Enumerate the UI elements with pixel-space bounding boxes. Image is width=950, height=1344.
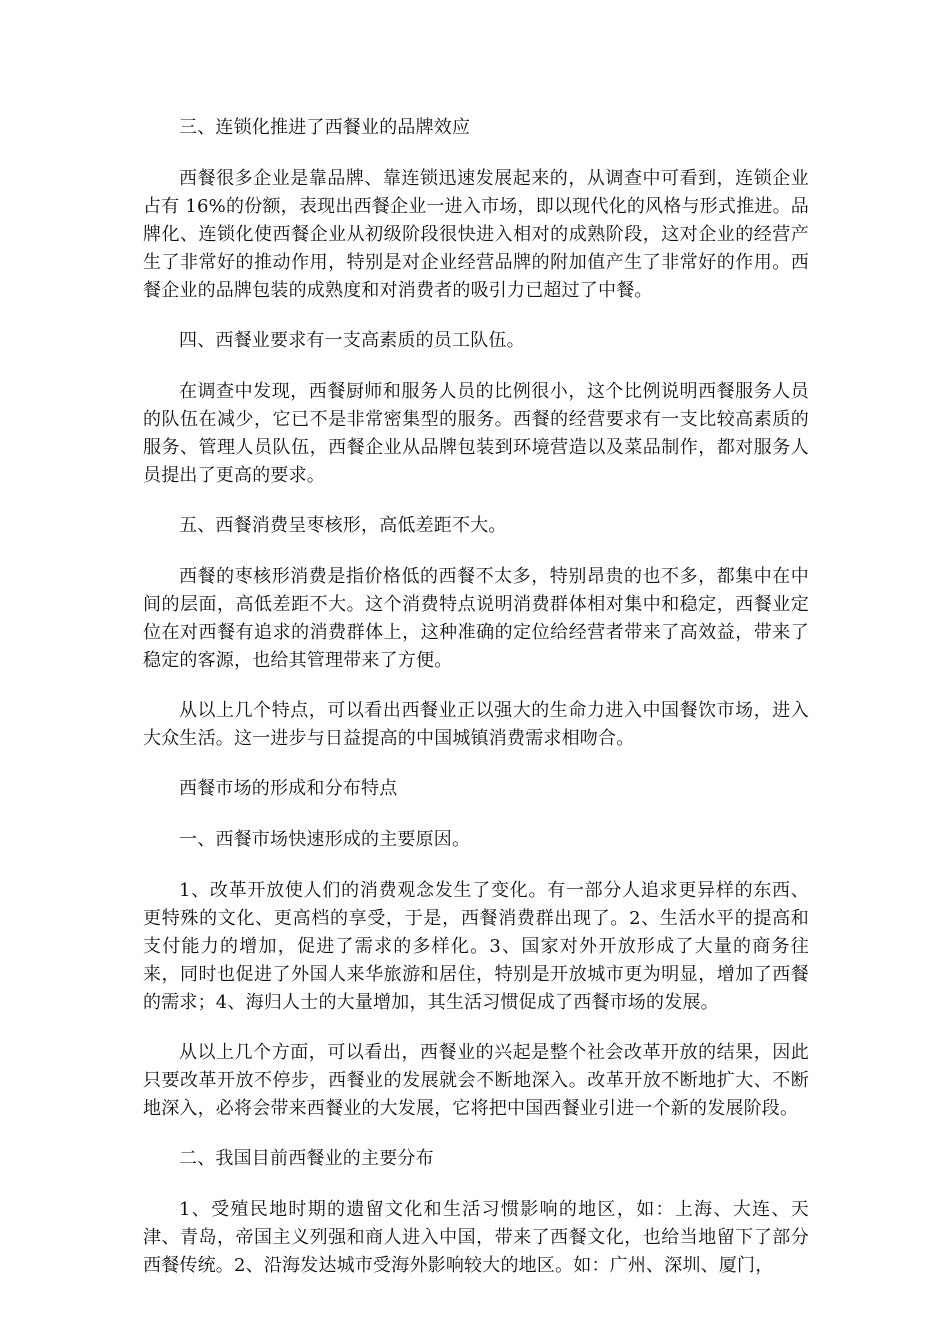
section-heading-2: 二、我国目前西餐业的主要分布 — [179, 1148, 434, 1169]
paragraph-reform: 从以上几个方面，可以看出，西餐业的兴起是整个社会改革开放的结果，因此只要改革开放不停步，西餐业的发展就会不断地深入。改革开放不断地扩大、不断地深入，必将会带来西餐业的大发展，它将把中国西餐业引进一个新的发展阶段。 — [143, 1042, 809, 1119]
section-heading-5: 五、西餐消费呈枣核形，高低差距不大。 — [179, 515, 507, 536]
paragraph-staff: 在调查中发现，西餐厨师和服务人员的比例很小，这个比例说明西餐服务人员的队伍在减少，它已不是非常密集型的服务。西餐的经营要求有一支比较高素质的服务、管理人员队伍，西餐企业从品牌包装到环境营造以及菜品制作，都对服务人员提出了更高的要求。 — [143, 381, 809, 486]
section-title-market: 西餐市场的形成和分布特点 — [179, 778, 398, 799]
section-heading-4: 四、西餐业要求有一支高素质的员工队伍。 — [179, 330, 525, 351]
paragraph-consumption: 西餐的枣核形消费是指价格低的西餐不太多，特别昂贵的也不多，都集中在中间的层面，高低差距不大。这个消费特点说明消费群体相对集中和稳定，西餐业定位在对西餐有追求的消费群体上，这种准确的定位给经营者带来了高效益，带来了稳定的客源，也给其管理带来了方便。 — [143, 566, 809, 671]
paragraph-summary: 从以上几个特点，可以看出西餐业正以强大的生命力进入中国餐饮市场，进入大众生活。这一进步与日益提高的中国城镇消费需求相吻合。 — [143, 700, 809, 749]
paragraph-reasons: 1、改革开放使人们的消费观念发生了变化。有一部分人追求更异样的东西、更特殊的文化、更高档的享受，于是，西餐消费群出现了。2、生活水平的提高和支付能力的增加，促进了需求的多样化。3、国家对外开放形成了大量的商务往来，同时也促进了外国人来华旅游和居住，特别是开放城市更为明显，增加了西餐的需求；4、海归人士的大量增加，其生活习惯促成了西餐市场的发展。 — [143, 880, 809, 1013]
section-heading-3: 三、连锁化推进了西餐业的品牌效应 — [179, 117, 471, 138]
document-page — [143, 114, 809, 1302]
paragraph-distribution: 1、受殖民地时期的遗留文化和生活习惯影响的地区，如：上海、大连、天津、青岛，帝国主义列强和商人进入中国，带来了西餐文化，也给当地留下了部分西餐传统。2、沿海发达城市受海外影响较大的地区。如：广州、深圳、厦门， — [143, 1199, 809, 1276]
paragraph-brand-effect: 西餐很多企业是靠品牌、靠连锁迅速发展起来的，从调查中可看到，连锁企业占有 16%的份额，表现出西餐企业一进入市场，即以现代化的风格与形式推进。品牌化、连锁化使西餐企业从初级阶段很快进入相对的成熟阶段，这对企业的经营产生了非常好的推动作用，特别是对企业经营品牌的附加值产生了非常好的作用。西餐企业的品牌包装的成熟度和对消费者的吸引力已超过了中餐。 — [143, 168, 809, 301]
section-heading-1: 一、西餐市场快速形成的主要原因。 — [179, 829, 471, 850]
